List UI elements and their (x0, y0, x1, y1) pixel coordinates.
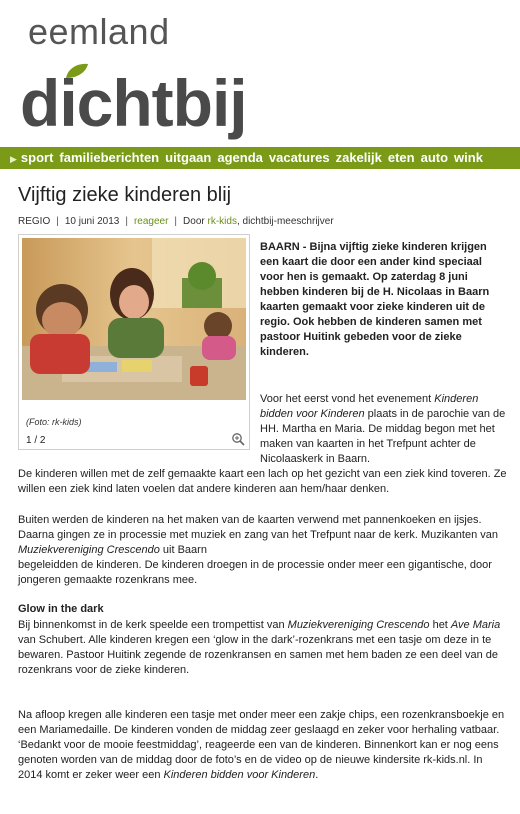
paragraph-1-continued: De kinderen willen met de zelf gemaakte kaart een lach op het gezicht van een ziek kind toveren. Ze willen een ziek kind laten voelen dat andere kinderen aan hem/haar denken. (18, 468, 507, 495)
nav-item-eten[interactable]: eten (387, 150, 415, 165)
nav-item-familieberichten[interactable]: familieberichten (59, 150, 160, 165)
event-name: Kinderen bidden voor Kinderen (260, 393, 479, 420)
photo-caption: (Foto: rk-kids) (26, 417, 82, 427)
nav-item-agenda[interactable]: agenda (217, 150, 263, 165)
reply-link[interactable]: reageer (133, 216, 169, 227)
event-name: Kinderen bidden voor Kinderen (163, 769, 316, 781)
paragraph-3: Bij binnenkomst in de kerk speelde een trompettist van Muziekvereniging Crescendo het Ave Maria van Schubert. Alle kinderen kregen een ‘glow in the dark’-rozenkrans met een tasje om deze in te bewaren. Pastoor Huitink zegende de rozenkransen en samen met hem baden ze een deel van de rozenkrans voor de zieke kinderen. (18, 619, 501, 676)
article-intro: BAARN - Bijna vijftig zieke kinderen krijgen een kaart die door een ander kind speciaal voor hen is gemaakt. Op zaterdag 8 juni hebben kinderen bij de H. Nicolaas in Baarn kaarten gemaakt voor zieke kinderen uit de regio. Ook hebben de kinderen samen met pastoor Huitink gebeden voor de zieke kinderen. (260, 241, 490, 358)
band-name: Muziekvereniging Crescendo (18, 544, 160, 556)
brand-dichtbij[interactable]: dichtbij (20, 66, 247, 140)
paragraph-2: Buiten werden de kinderen na het maken van de kaarten verwend met pannenkoeken en ijsjes. Daarna gingen ze in processie met muziek en zang van het Trefpunt naar de kerk. Muzikanten van Muziekvereniging Crescendo uit Baarn begeleidden de kinderen. De kinderen droegen in de processie onder meer een gigantische, door jongeren gemaakte rozenkrans mee. (18, 514, 498, 586)
meta-category: REGIO (18, 216, 51, 227)
meta-by: Door (183, 216, 205, 227)
paragraph-1: Voor het eerst vond het evenement Kinderen bidden voor Kinderen plaats in de parochie van de HH. Martha en Maria. De middag begon met het maken van kaarten in het Trefpunt achter de Nicolaaskerk in Baarn. (260, 393, 506, 465)
magnifier-plus-icon[interactable] (231, 432, 245, 446)
nav-item-auto[interactable]: auto (420, 150, 449, 165)
article-title: Vijftig zieke kinderen blij (18, 184, 232, 206)
nav-item-uitgaan[interactable]: uitgaan (165, 150, 212, 165)
meta-separator: | (174, 216, 178, 227)
nav-arrow-icon: ▶ (10, 154, 17, 164)
paragraph-4: Na afloop kregen alle kinderen een tasje met onder meer een zakje chips, een rozenkransboekje en een Mariamedaille. De kinderen vonden de middag zeer geslaagd en zeker voor herhaling vatbaar. ‘Bedankt voor de mooie feestmiddag’, reageerde een van de kinderen. Binnenkort kan er nog eens genoten worden van de middag door de foto’s en de video op de nieuwe kindersite rk-kids.nl. In 2014 komt er zeker weer een Kinderen bidden voor Kinderen. (18, 709, 505, 781)
meta-separator: | (125, 216, 128, 227)
nav-item-wink[interactable]: wink (454, 150, 483, 165)
article-meta (18, 216, 334, 227)
section-heading: Glow in the dark (18, 603, 104, 615)
nav-item-zakelijk[interactable]: zakelijk (335, 150, 382, 165)
meta-separator: | (56, 216, 59, 227)
meta-coauthor: , dichtbij-meeschrijver (236, 216, 334, 227)
song-name: Ave Maria (450, 619, 501, 631)
nav-item-vacatures[interactable]: vacatures (268, 150, 330, 165)
meta-date: 10 juni 2013 (64, 216, 120, 227)
photo-illustration (22, 238, 246, 400)
photo-counter: 1 / 2 (26, 435, 46, 446)
nav-item-sport[interactable]: sport (20, 150, 54, 165)
article-photo[interactable] (22, 238, 246, 400)
author-link[interactable]: rk-kids (207, 216, 237, 227)
photo-gallery (18, 234, 250, 450)
band-name: Muziekvereniging Crescendo (287, 619, 430, 631)
brand-eemland[interactable]: eemland (28, 11, 170, 52)
main-nav (0, 147, 520, 169)
